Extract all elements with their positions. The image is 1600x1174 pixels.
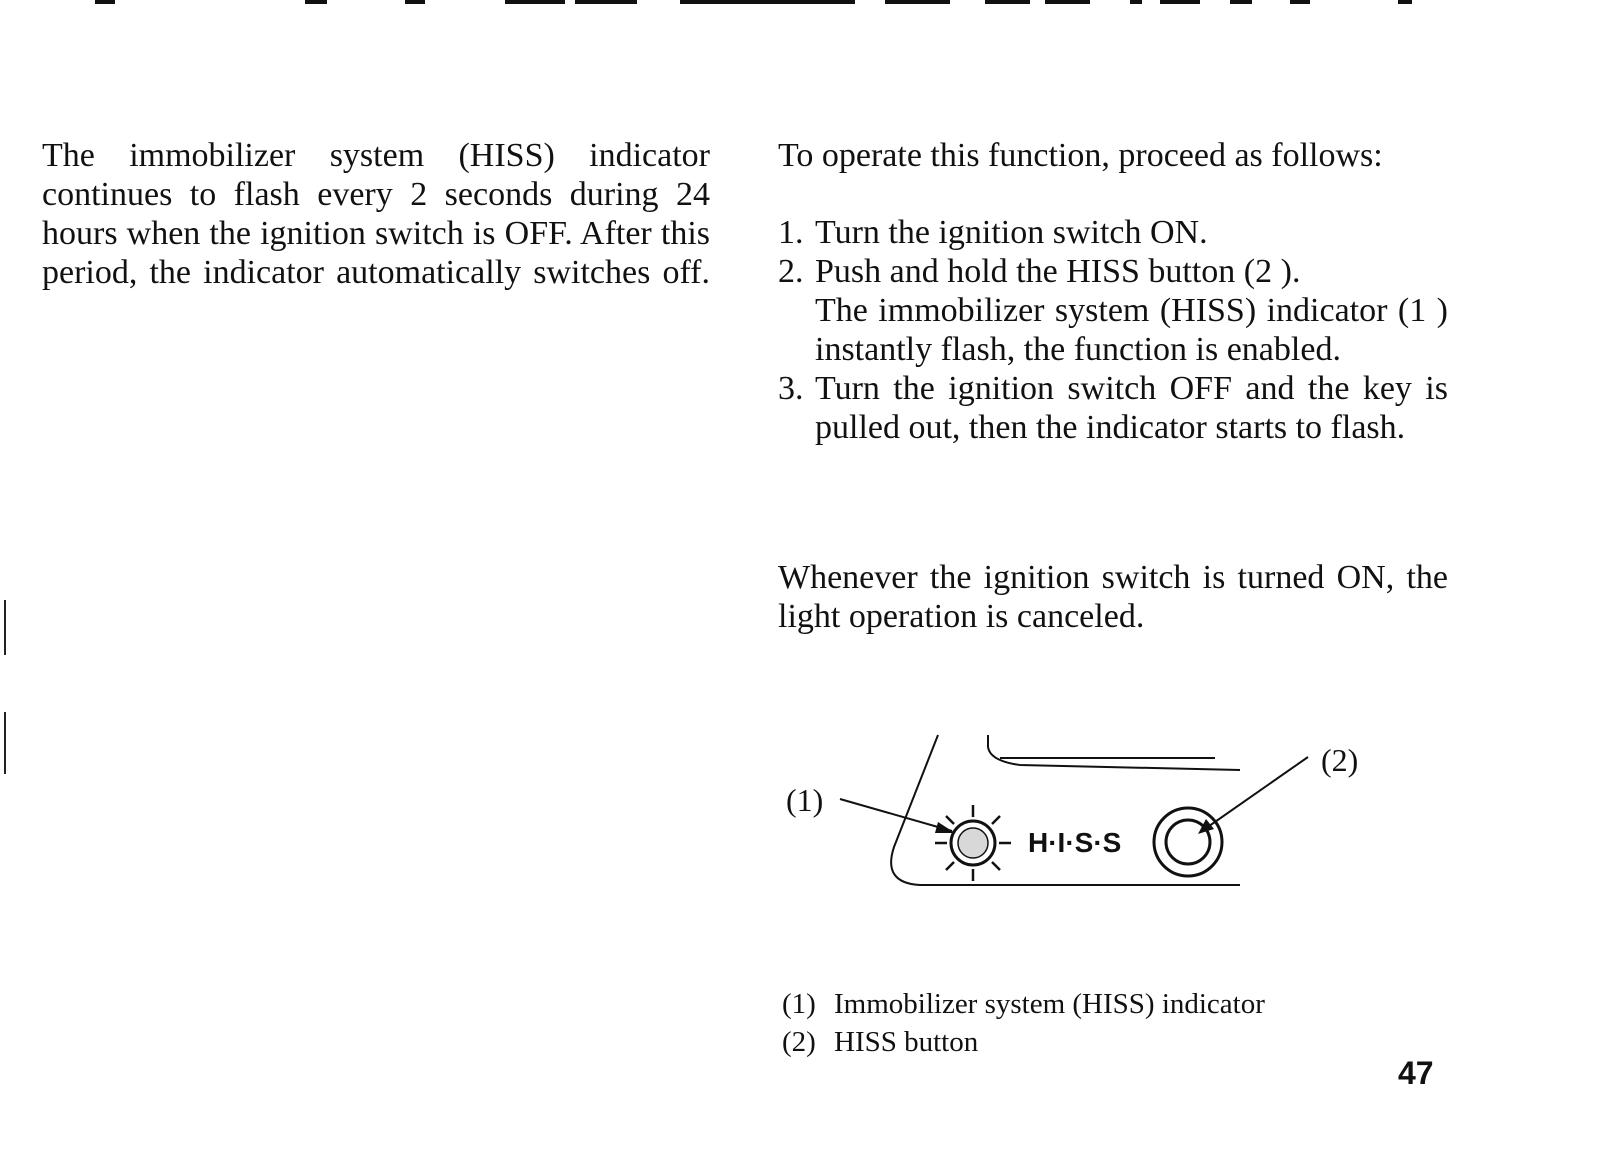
- hiss-button-outer-ring: [1154, 808, 1222, 876]
- panel-label: H·I·S·S: [1028, 827, 1122, 858]
- top-rule: [680, 0, 855, 4]
- legend-text: HISS button: [834, 1026, 979, 1058]
- margin-mark: [4, 712, 6, 774]
- hiss-flash-paragraph: The immobilizer system (HISS) indicator continues to flash every 2 seconds during 24 hours when the ignition switch is OFF. After this period, the indicator automatically switches off.: [42, 137, 710, 291]
- step-item: [778, 369, 1448, 447]
- top-rule: [885, 0, 950, 4]
- top-rule: [1398, 0, 1412, 4]
- panel-top-edge: [988, 735, 1240, 770]
- legend-text: Immobilizer system (HISS) indicator: [834, 988, 1265, 1020]
- step-text: Push and hold the HISS button (2 ).: [815, 253, 1301, 290]
- top-rule: [405, 0, 425, 4]
- leader-line-1: [840, 799, 952, 831]
- top-rule: [985, 0, 1030, 4]
- procedure-steps: [778, 213, 1448, 447]
- step-item: [778, 252, 1448, 369]
- top-rule: [1230, 0, 1252, 4]
- step-text: Turn the ignition switch ON.: [815, 214, 1208, 251]
- step-number: 2.: [778, 253, 804, 290]
- callout-1: (1): [786, 782, 824, 818]
- legend-item: [782, 985, 1265, 1023]
- legend-item: [782, 1023, 1265, 1061]
- top-rule: [1045, 0, 1090, 4]
- callout-2: (2): [1321, 742, 1359, 778]
- step-number: 3.: [778, 370, 804, 407]
- legend-marker: (1): [782, 988, 816, 1020]
- hiss-panel-figure: [770, 725, 1390, 900]
- top-rule: [1290, 0, 1310, 4]
- step-continuation: The immobilizer system (HISS) indicator (1 ) instantly flash, the function is enabled.: [815, 292, 1448, 368]
- top-rule: [95, 0, 115, 4]
- top-rule: [1130, 0, 1142, 4]
- hiss-indicator-lens: [958, 828, 988, 858]
- top-rule: [305, 0, 327, 4]
- top-rule: [1160, 0, 1200, 4]
- margin-mark: [4, 600, 6, 655]
- top-rule: [575, 0, 637, 4]
- figure-legend: [782, 985, 1265, 1061]
- cancel-note-paragraph: Whenever the ignition switch is turned ON, the light operation is canceled.: [778, 559, 1448, 635]
- step-text: Turn the ignition switch OFF and the key is pulled out, then the indicator starts to flash.: [815, 370, 1448, 446]
- procedure-intro: To operate this function, proceed as follows:: [778, 137, 1383, 174]
- step-number: 1.: [778, 214, 804, 251]
- legend-marker: (2): [782, 1026, 816, 1058]
- page-number: 47: [1398, 1055, 1434, 1091]
- step-item: [778, 213, 1448, 252]
- leader-line-2: [1202, 757, 1308, 831]
- top-rule: [505, 0, 565, 4]
